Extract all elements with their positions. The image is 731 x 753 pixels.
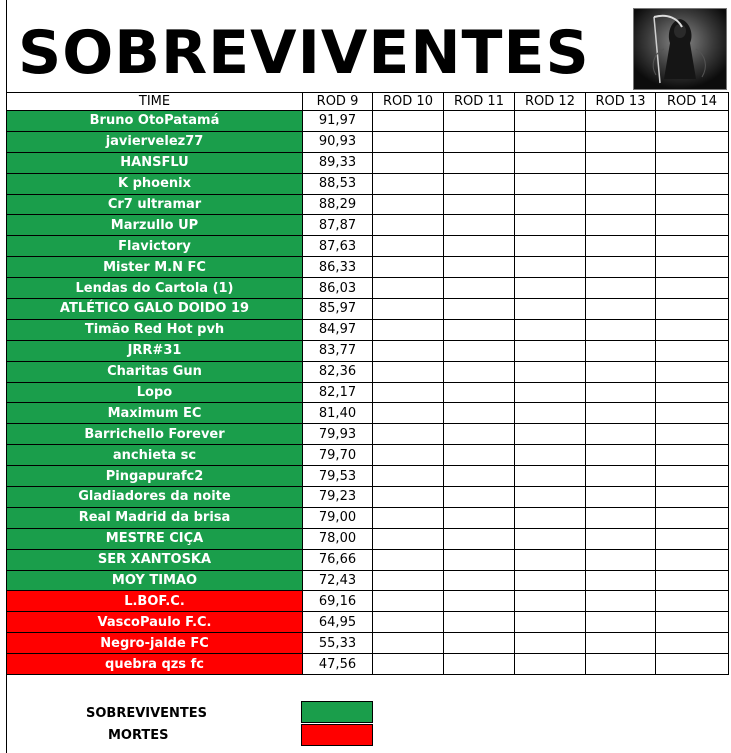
rod9-score-cell: 90,93 <box>303 131 373 152</box>
rod13-score-cell <box>586 507 656 528</box>
rod11-score-cell <box>444 612 515 633</box>
rod12-score-cell <box>515 194 586 215</box>
table-row <box>7 403 729 424</box>
grim-reaper-icon <box>633 8 727 90</box>
rod10-score-cell <box>373 466 444 487</box>
legend-label-survivors: SOBREVIVENTES <box>86 706 208 721</box>
col-header-rod9: ROD 9 <box>303 93 373 111</box>
rod9-score-cell: 85,97 <box>303 299 373 320</box>
rod9-score-cell: 82,17 <box>303 382 373 403</box>
rod10-score-cell <box>373 507 444 528</box>
rod12-score-cell <box>515 507 586 528</box>
rod14-score-cell <box>656 319 729 340</box>
rod12-score-cell <box>515 340 586 361</box>
table-row <box>7 278 729 299</box>
rod14-score-cell <box>656 549 729 570</box>
team-name-cell: Marzullo UP <box>7 215 303 236</box>
table-row <box>7 236 729 257</box>
rod10-score-cell <box>373 570 444 591</box>
rod12-score-cell <box>515 152 586 173</box>
rod11-score-cell <box>444 319 515 340</box>
rod11-score-cell <box>444 257 515 278</box>
rod13-score-cell <box>586 299 656 320</box>
rod10-score-cell <box>373 257 444 278</box>
rod11-score-cell <box>444 549 515 570</box>
rod12-score-cell <box>515 466 586 487</box>
rod11-score-cell <box>444 570 515 591</box>
team-name-cell: Real Madrid da brisa <box>7 507 303 528</box>
table-row <box>7 466 729 487</box>
team-name-cell: Gladiadores da noite <box>7 487 303 508</box>
team-name-cell: Maximum EC <box>7 403 303 424</box>
legend-label-deaths: MORTES <box>108 728 169 743</box>
rod14-score-cell <box>656 466 729 487</box>
rod9-score-cell: 55,33 <box>303 633 373 654</box>
rod12-score-cell <box>515 591 586 612</box>
rod12-score-cell <box>515 173 586 194</box>
rod13-score-cell <box>586 236 656 257</box>
page-title: SOBREVIVENTES <box>18 18 590 88</box>
rod13-score-cell <box>586 215 656 236</box>
rod9-score-cell: 78,00 <box>303 528 373 549</box>
rod14-score-cell <box>656 215 729 236</box>
rod12-score-cell <box>515 361 586 382</box>
rod10-score-cell <box>373 549 444 570</box>
spacer-row <box>7 675 729 695</box>
rod13-score-cell <box>586 340 656 361</box>
team-name-cell: Bruno OtoPatamá <box>7 111 303 132</box>
rod13-score-cell <box>586 257 656 278</box>
rod9-score-cell: 87,87 <box>303 215 373 236</box>
rod12-score-cell <box>515 111 586 132</box>
rod13-score-cell <box>586 528 656 549</box>
rod14-score-cell <box>656 236 729 257</box>
rod12-score-cell <box>515 570 586 591</box>
table-row <box>7 361 729 382</box>
rod12-score-cell <box>515 278 586 299</box>
team-name-cell: Pingapurafc2 <box>7 466 303 487</box>
team-name-cell: MOY TIMAO <box>7 570 303 591</box>
team-name-cell: Lendas do Cartola (1) <box>7 278 303 299</box>
rod9-score-cell: 79,70 <box>303 445 373 466</box>
table-row <box>7 612 729 633</box>
col-header-rod10: ROD 10 <box>373 93 444 111</box>
rod9-score-cell: 84,97 <box>303 319 373 340</box>
rod13-score-cell <box>586 549 656 570</box>
rod9-score-cell: 89,33 <box>303 152 373 173</box>
rod10-score-cell <box>373 152 444 173</box>
rod9-score-cell: 79,23 <box>303 487 373 508</box>
team-name-cell: javiervelez77 <box>7 131 303 152</box>
team-name-cell: HANSFLU <box>7 152 303 173</box>
table-row <box>7 633 729 654</box>
rod9-score-cell: 86,33 <box>303 257 373 278</box>
rod10-score-cell <box>373 382 444 403</box>
table-row <box>7 257 729 278</box>
rod13-score-cell <box>586 570 656 591</box>
table-row <box>7 549 729 570</box>
rod10-score-cell <box>373 299 444 320</box>
rod9-score-cell: 47,56 <box>303 654 373 675</box>
rod13-score-cell <box>586 466 656 487</box>
rod13-score-cell <box>586 278 656 299</box>
rod13-score-cell <box>586 654 656 675</box>
rod14-score-cell <box>656 152 729 173</box>
rod14-score-cell <box>656 131 729 152</box>
rod13-score-cell <box>586 319 656 340</box>
rod14-score-cell <box>656 445 729 466</box>
team-name-cell: K phoenix <box>7 173 303 194</box>
rod9-score-cell: 79,00 <box>303 507 373 528</box>
rod11-score-cell <box>444 382 515 403</box>
rod10-score-cell <box>373 403 444 424</box>
col-header-rod12: ROD 12 <box>515 93 586 111</box>
table-row <box>7 570 729 591</box>
table-row <box>7 487 729 508</box>
standings-table <box>6 92 729 695</box>
rod14-score-cell <box>656 570 729 591</box>
rod9-score-cell: 64,95 <box>303 612 373 633</box>
rod10-score-cell <box>373 591 444 612</box>
rod14-score-cell <box>656 299 729 320</box>
rod11-score-cell <box>444 424 515 445</box>
rod13-score-cell <box>586 173 656 194</box>
rod10-score-cell <box>373 173 444 194</box>
rod10-score-cell <box>373 528 444 549</box>
rod10-score-cell <box>373 319 444 340</box>
rod13-score-cell <box>586 194 656 215</box>
rod11-score-cell <box>444 591 515 612</box>
rod12-score-cell <box>515 445 586 466</box>
rod12-score-cell <box>515 382 586 403</box>
rod14-score-cell <box>656 340 729 361</box>
team-name-cell: Charitas Gun <box>7 361 303 382</box>
rod9-score-cell: 76,66 <box>303 549 373 570</box>
team-name-cell: SER XANTOSKA <box>7 549 303 570</box>
rod10-score-cell <box>373 131 444 152</box>
rod14-score-cell <box>656 403 729 424</box>
rod14-score-cell <box>656 424 729 445</box>
col-header-time: TIME <box>7 93 303 111</box>
team-name-cell: Negro-jalde FC <box>7 633 303 654</box>
table-row <box>7 299 729 320</box>
rod12-score-cell <box>515 236 586 257</box>
rod10-score-cell <box>373 487 444 508</box>
rod14-score-cell <box>656 528 729 549</box>
table-row <box>7 340 729 361</box>
rod9-score-cell: 91,97 <box>303 111 373 132</box>
rod12-score-cell <box>515 131 586 152</box>
rod11-score-cell <box>444 403 515 424</box>
rod13-score-cell <box>586 445 656 466</box>
rod11-score-cell <box>444 299 515 320</box>
header-row <box>7 93 729 111</box>
team-name-cell: Timão Red Hot pvh <box>7 319 303 340</box>
rod10-score-cell <box>373 215 444 236</box>
rod14-score-cell <box>656 173 729 194</box>
table-row <box>7 194 729 215</box>
col-header-rod13: ROD 13 <box>586 93 656 111</box>
rod12-score-cell <box>515 528 586 549</box>
rod12-score-cell <box>515 215 586 236</box>
rod10-score-cell <box>373 654 444 675</box>
rod12-score-cell <box>515 403 586 424</box>
table-row <box>7 591 729 612</box>
rod9-score-cell: 86,03 <box>303 278 373 299</box>
team-name-cell: Flavictory <box>7 236 303 257</box>
table-row <box>7 507 729 528</box>
rod11-score-cell <box>444 340 515 361</box>
rod10-score-cell <box>373 424 444 445</box>
table-row <box>7 131 729 152</box>
rod10-score-cell <box>373 194 444 215</box>
rod13-score-cell <box>586 591 656 612</box>
team-name-cell: quebra qzs fc <box>7 654 303 675</box>
rod12-score-cell <box>515 487 586 508</box>
rod9-score-cell: 69,16 <box>303 591 373 612</box>
rod11-score-cell <box>444 487 515 508</box>
legend-swatch-survivors <box>301 701 373 723</box>
rod11-score-cell <box>444 361 515 382</box>
rod11-score-cell <box>444 466 515 487</box>
rod12-score-cell <box>515 633 586 654</box>
rod13-score-cell <box>586 403 656 424</box>
rod9-score-cell: 82,36 <box>303 361 373 382</box>
rod13-score-cell <box>586 633 656 654</box>
legend-swatch-deaths <box>301 724 373 746</box>
table-row <box>7 528 729 549</box>
rod14-score-cell <box>656 633 729 654</box>
rod14-score-cell <box>656 507 729 528</box>
rod11-score-cell <box>444 528 515 549</box>
rod14-score-cell <box>656 654 729 675</box>
rod9-score-cell: 79,93 <box>303 424 373 445</box>
table-row <box>7 319 729 340</box>
col-header-rod14: ROD 14 <box>656 93 729 111</box>
table-row <box>7 654 729 675</box>
table-row <box>7 382 729 403</box>
rod11-score-cell <box>444 507 515 528</box>
rod12-score-cell <box>515 424 586 445</box>
rod11-score-cell <box>444 654 515 675</box>
rod12-score-cell <box>515 319 586 340</box>
rod10-score-cell <box>373 633 444 654</box>
rod13-score-cell <box>586 111 656 132</box>
table-row <box>7 424 729 445</box>
table-row <box>7 111 729 132</box>
rod10-score-cell <box>373 612 444 633</box>
rod10-score-cell <box>373 111 444 132</box>
team-name-cell: Mister M.N FC <box>7 257 303 278</box>
rod14-score-cell <box>656 361 729 382</box>
rod9-score-cell: 88,29 <box>303 194 373 215</box>
rod14-score-cell <box>656 591 729 612</box>
table-row <box>7 445 729 466</box>
rod10-score-cell <box>373 361 444 382</box>
col-header-rod11: ROD 11 <box>444 93 515 111</box>
rod11-score-cell <box>444 278 515 299</box>
rod12-score-cell <box>515 612 586 633</box>
rod14-score-cell <box>656 382 729 403</box>
rod9-score-cell: 72,43 <box>303 570 373 591</box>
rod11-score-cell <box>444 131 515 152</box>
rod9-score-cell: 83,77 <box>303 340 373 361</box>
rod14-score-cell <box>656 487 729 508</box>
rod13-score-cell <box>586 361 656 382</box>
team-name-cell: VascoPaulo F.C. <box>7 612 303 633</box>
team-name-cell: Cr7 ultramar <box>7 194 303 215</box>
rod14-score-cell <box>656 612 729 633</box>
rod13-score-cell <box>586 612 656 633</box>
team-name-cell: L.BOF.C. <box>7 591 303 612</box>
rod12-score-cell <box>515 257 586 278</box>
rod13-score-cell <box>586 424 656 445</box>
rod13-score-cell <box>586 382 656 403</box>
team-name-cell: Barrichello Forever <box>7 424 303 445</box>
rod13-score-cell <box>586 487 656 508</box>
rod11-score-cell <box>444 633 515 654</box>
rod12-score-cell <box>515 654 586 675</box>
rod12-score-cell <box>515 549 586 570</box>
table-row <box>7 152 729 173</box>
rod9-score-cell: 87,63 <box>303 236 373 257</box>
rod11-score-cell <box>444 173 515 194</box>
rod14-score-cell <box>656 194 729 215</box>
rod11-score-cell <box>444 215 515 236</box>
rod10-score-cell <box>373 236 444 257</box>
rod9-score-cell: 79,53 <box>303 466 373 487</box>
rod14-score-cell <box>656 278 729 299</box>
rod10-score-cell <box>373 340 444 361</box>
rod10-score-cell <box>373 278 444 299</box>
rod11-score-cell <box>444 236 515 257</box>
team-name-cell: MESTRE CIÇA <box>7 528 303 549</box>
rod9-score-cell: 88,53 <box>303 173 373 194</box>
rod11-score-cell <box>444 111 515 132</box>
table-row <box>7 215 729 236</box>
rod12-score-cell <box>515 299 586 320</box>
rod14-score-cell <box>656 111 729 132</box>
rod11-score-cell <box>444 152 515 173</box>
rod13-score-cell <box>586 131 656 152</box>
table-row <box>7 173 729 194</box>
team-name-cell: JRR#31 <box>7 340 303 361</box>
rod9-score-cell: 81,40 <box>303 403 373 424</box>
rod13-score-cell <box>586 152 656 173</box>
rod14-score-cell <box>656 257 729 278</box>
team-name-cell: anchieta sc <box>7 445 303 466</box>
team-name-cell: Lopo <box>7 382 303 403</box>
rod11-score-cell <box>444 445 515 466</box>
rod10-score-cell <box>373 445 444 466</box>
rod11-score-cell <box>444 194 515 215</box>
team-name-cell: ATLÉTICO GALO DOIDO 19 <box>7 299 303 320</box>
